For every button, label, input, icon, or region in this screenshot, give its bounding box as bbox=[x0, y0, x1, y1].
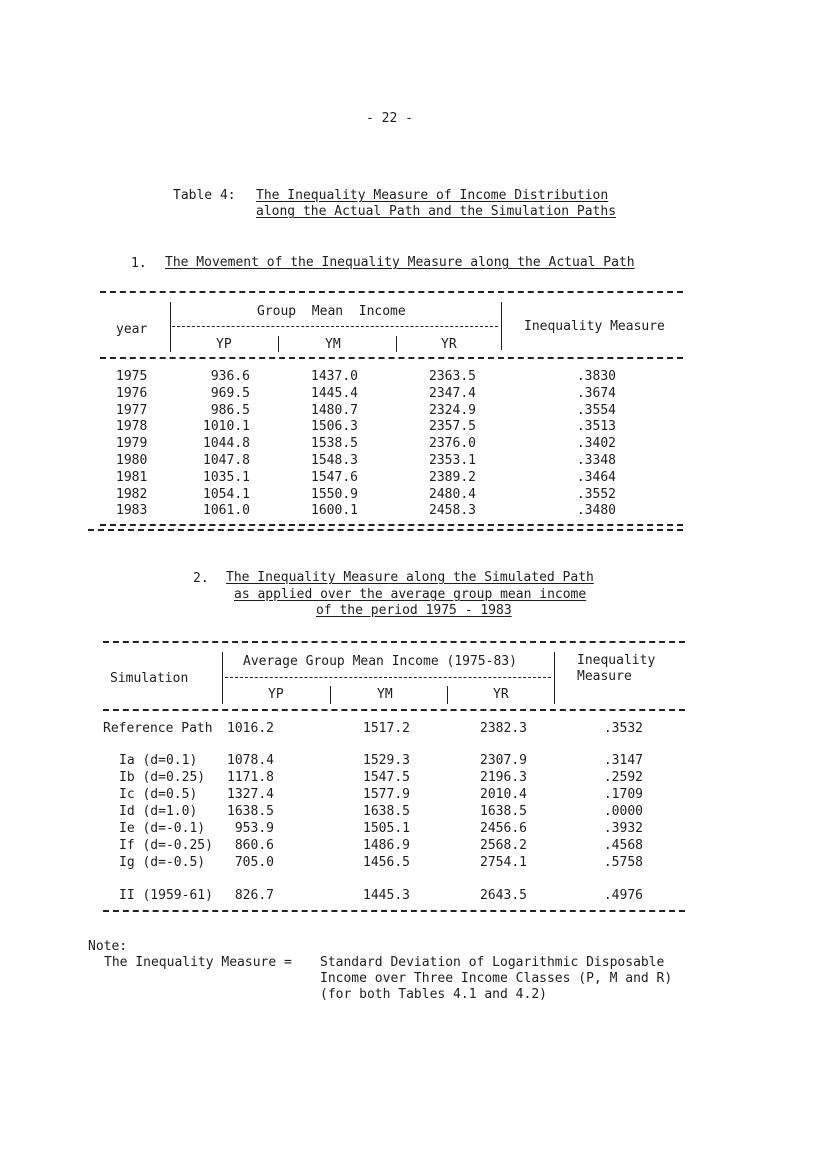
table2-cell-simulation: Id (d=1.0) bbox=[119, 804, 198, 819]
table1-cell-ineq: .3674 bbox=[576, 385, 616, 401]
table2-cell-ym: 1456.5 bbox=[363, 855, 410, 870]
table2-cell-ym: 1445.3 bbox=[363, 888, 410, 903]
section2-number: 2. bbox=[193, 571, 209, 586]
note-line1: Standard Deviation of Logarithmic Disposable bbox=[320, 955, 665, 970]
table1-yp-header: YP bbox=[216, 337, 232, 352]
section2-title-line2: as applied over the average group mean income bbox=[234, 587, 587, 602]
table1-cell-yr: 2324.9 bbox=[429, 402, 476, 418]
table1-header-rule bbox=[100, 357, 683, 359]
table2-cell-ineq: .2592 bbox=[603, 770, 643, 785]
table2-top-rule bbox=[103, 641, 685, 643]
table1-cell-yp: 1054.1 bbox=[203, 486, 250, 502]
table2-subheader-rule bbox=[225, 677, 551, 678]
table2-cell-simulation: Ig (d=-0.5) bbox=[119, 855, 206, 870]
table2-cell-ineq: .4976 bbox=[603, 888, 643, 903]
table1-cell-ineq: .3480 bbox=[576, 503, 616, 519]
table2-yr-header: YR bbox=[493, 687, 509, 702]
table2-cell-ym: 1577.9 bbox=[363, 787, 410, 802]
table2-cell-yp: 1171.8 bbox=[227, 770, 274, 785]
table1-cell-yp: 1010.1 bbox=[203, 419, 250, 435]
table2-bottom-rule bbox=[103, 910, 685, 912]
table2-cell-simulation: Ia (d=0.1) bbox=[119, 753, 198, 768]
table1-cell-yr: 2353.1 bbox=[429, 453, 476, 468]
table1-yr-header: YR bbox=[441, 337, 457, 352]
table2-cell-ineq: .0000 bbox=[603, 804, 643, 819]
table1-cell-ineq: .3464 bbox=[576, 469, 616, 485]
page-number: - 22 - bbox=[366, 111, 413, 126]
table1-divider-ym-yr bbox=[396, 336, 397, 352]
table1-cell-yr: 2389.2 bbox=[429, 469, 476, 485]
table2-cell-yr: 2010.4 bbox=[480, 787, 527, 802]
table1-cell-yp: 1047.8 bbox=[203, 453, 250, 468]
table2-cell-ym: 1517.2 bbox=[363, 721, 410, 736]
table2-ym-header: YM bbox=[377, 687, 393, 702]
table1-cell-yr: 2347.4 bbox=[429, 385, 476, 401]
table1-cell-year: 1981 bbox=[116, 469, 148, 485]
table1-cell-yp: 936.6 bbox=[210, 369, 250, 384]
table2-header-rule bbox=[103, 709, 685, 711]
table1-cell-ym: 1548.3 bbox=[311, 453, 358, 468]
table2-divider-yp-ym bbox=[330, 686, 331, 704]
table1-year-header: year bbox=[116, 322, 148, 337]
table1-cell-ineq: .3348 bbox=[576, 453, 616, 468]
table1-cell-ym: 1550.9 bbox=[311, 486, 358, 502]
table1-group-mean-income-header: Group Mean Income bbox=[257, 304, 406, 319]
table2-cell-ym: 1638.5 bbox=[363, 804, 410, 819]
table2-cell-yp: 1638.5 bbox=[227, 804, 274, 819]
table1-cell-year: 1980 bbox=[116, 453, 148, 468]
table2-divider-simulation bbox=[222, 652, 223, 704]
table1-cell-ineq: .3402 bbox=[576, 436, 616, 452]
table1-cell-year: 1976 bbox=[116, 385, 148, 401]
table2-cell-yr: 2196.3 bbox=[480, 770, 527, 785]
table1-cell-yp: 1044.8 bbox=[203, 436, 250, 452]
section2-title-line3: of the period 1975 - 1983 bbox=[316, 603, 512, 618]
table1-cell-ym: 1437.0 bbox=[311, 369, 358, 384]
table2-cell-simulation: Ie (d=-0.1) bbox=[119, 821, 206, 836]
table1-cell-yr: 2458.3 bbox=[429, 503, 476, 519]
table2-cell-simulation: II (1959-61) bbox=[119, 888, 213, 903]
table1-cell-year: 1983 bbox=[116, 503, 148, 519]
table1-cell-yr: 2480.4 bbox=[429, 486, 476, 502]
table1-cell-year: 1979 bbox=[116, 436, 148, 452]
table1-cell-ym: 1600.1 bbox=[311, 503, 358, 519]
table1-subheader-rule bbox=[172, 326, 498, 327]
table1-bottom-rule-2 bbox=[88, 529, 683, 531]
table1-cell-ym: 1480.7 bbox=[311, 402, 358, 418]
table2-simulation-header: Simulation bbox=[110, 671, 189, 686]
table2-cell-ineq: .3532 bbox=[603, 721, 643, 736]
table2-cell-ineq: .4568 bbox=[603, 838, 643, 853]
table-label: Table 4: bbox=[173, 188, 236, 203]
table2-cell-ym: 1547.5 bbox=[363, 770, 410, 785]
table2-cell-yp: 953.9 bbox=[234, 821, 274, 836]
table2-cell-yp: 1078.4 bbox=[227, 753, 274, 768]
table2-avg-income-header: Average Group Mean Income (1975-83) bbox=[243, 654, 517, 669]
table2-inequality-header-line2: Measure bbox=[577, 669, 632, 684]
table1-cell-yr: 2363.5 bbox=[429, 369, 476, 384]
table2-inequality-header-line1: Inequality bbox=[577, 653, 656, 668]
table2-cell-yr: 2643.5 bbox=[480, 888, 527, 903]
table2-cell-yp: 1016.2 bbox=[227, 721, 274, 736]
table2-cell-yp: 860.6 bbox=[234, 838, 274, 853]
table1-cell-yr: 2376.0 bbox=[429, 436, 476, 452]
section2-title-line1: The Inequality Measure along the Simulated Path bbox=[226, 570, 594, 585]
table1-cell-ineq: .3554 bbox=[576, 402, 616, 418]
table2-cell-ineq: .1709 bbox=[603, 787, 643, 802]
table1-cell-yp: 969.5 bbox=[210, 385, 250, 401]
table2-cell-yp: 826.7 bbox=[234, 888, 274, 903]
table2-cell-yr: 2382.3 bbox=[480, 721, 527, 736]
table1-cell-ym: 1445.4 bbox=[311, 385, 358, 401]
note-label: Note: bbox=[88, 939, 128, 954]
table1-cell-year: 1982 bbox=[116, 486, 148, 502]
table1-cell-ineq: .3830 bbox=[576, 369, 616, 384]
table1-cell-ineq: .3513 bbox=[576, 419, 616, 435]
table1-cell-yr: 2357.5 bbox=[429, 419, 476, 435]
table2-cell-yr: 2754.1 bbox=[480, 855, 527, 870]
table2-divider-ym-yr bbox=[447, 686, 448, 704]
note-line3: (for both Tables 4.1 and 4.2) bbox=[320, 987, 547, 1002]
section1-title: The Movement of the Inequality Measure along the Actual Path bbox=[165, 255, 635, 270]
table1-divider-inequality bbox=[501, 302, 502, 350]
note-line2: Income over Three Income Classes (P, M and R) bbox=[320, 971, 673, 986]
table2-cell-yp: 705.0 bbox=[234, 855, 274, 870]
table2-cell-ineq: .3147 bbox=[603, 753, 643, 768]
table1-ym-header: YM bbox=[325, 337, 341, 352]
table2-cell-ineq: .5758 bbox=[603, 855, 643, 870]
table1-divider-yp-ym bbox=[278, 336, 279, 352]
table1-cell-year: 1977 bbox=[116, 402, 148, 418]
table1-cell-yp: 1035.1 bbox=[203, 469, 250, 485]
table2-cell-ym: 1505.1 bbox=[363, 821, 410, 836]
table2-cell-yr: 2307.9 bbox=[480, 753, 527, 768]
table-title-line1: The Inequality Measure of Income Distribution bbox=[256, 188, 609, 203]
table2-cell-ym: 1529.3 bbox=[363, 753, 410, 768]
table2-cell-yr: 2568.2 bbox=[480, 838, 527, 853]
table1-bottom-rule-1 bbox=[100, 524, 683, 526]
table2-cell-ym: 1486.9 bbox=[363, 838, 410, 853]
table2-divider-inequality bbox=[554, 652, 555, 704]
table2-cell-simulation: Ic (d=0.5) bbox=[119, 787, 198, 802]
table2-cell-simulation: Reference Path bbox=[103, 721, 213, 736]
section1-number: 1. bbox=[131, 256, 147, 271]
table1-inequality-header: Inequality Measure bbox=[524, 319, 665, 334]
table2-cell-simulation: If (d=-0.25) bbox=[119, 838, 213, 853]
table2-yp-header: YP bbox=[268, 687, 284, 702]
table1-cell-yp: 986.5 bbox=[210, 402, 250, 418]
table2-cell-yp: 1327.4 bbox=[227, 787, 274, 802]
table1-cell-ym: 1506.3 bbox=[311, 419, 358, 435]
table2-cell-simulation: Ib (d=0.25) bbox=[119, 770, 206, 785]
note-term: The Inequality Measure = bbox=[104, 955, 292, 970]
table2-cell-yr: 2456.6 bbox=[480, 821, 527, 836]
table2-cell-yr: 1638.5 bbox=[480, 804, 527, 819]
table-title-line2: along the Actual Path and the Simulation Paths bbox=[256, 204, 617, 219]
table1-cell-year: 1978 bbox=[116, 419, 148, 435]
table1-divider-year bbox=[170, 302, 171, 352]
table1-cell-ym: 1538.5 bbox=[311, 436, 358, 452]
table1-cell-ym: 1547.6 bbox=[311, 469, 358, 485]
table1-cell-yp: 1061.0 bbox=[203, 503, 250, 519]
table2-cell-ineq: .3932 bbox=[603, 821, 643, 836]
table1-cell-year: 1975 bbox=[116, 369, 148, 384]
table1-cell-ineq: .3552 bbox=[576, 486, 616, 502]
table1-top-rule bbox=[100, 291, 683, 293]
